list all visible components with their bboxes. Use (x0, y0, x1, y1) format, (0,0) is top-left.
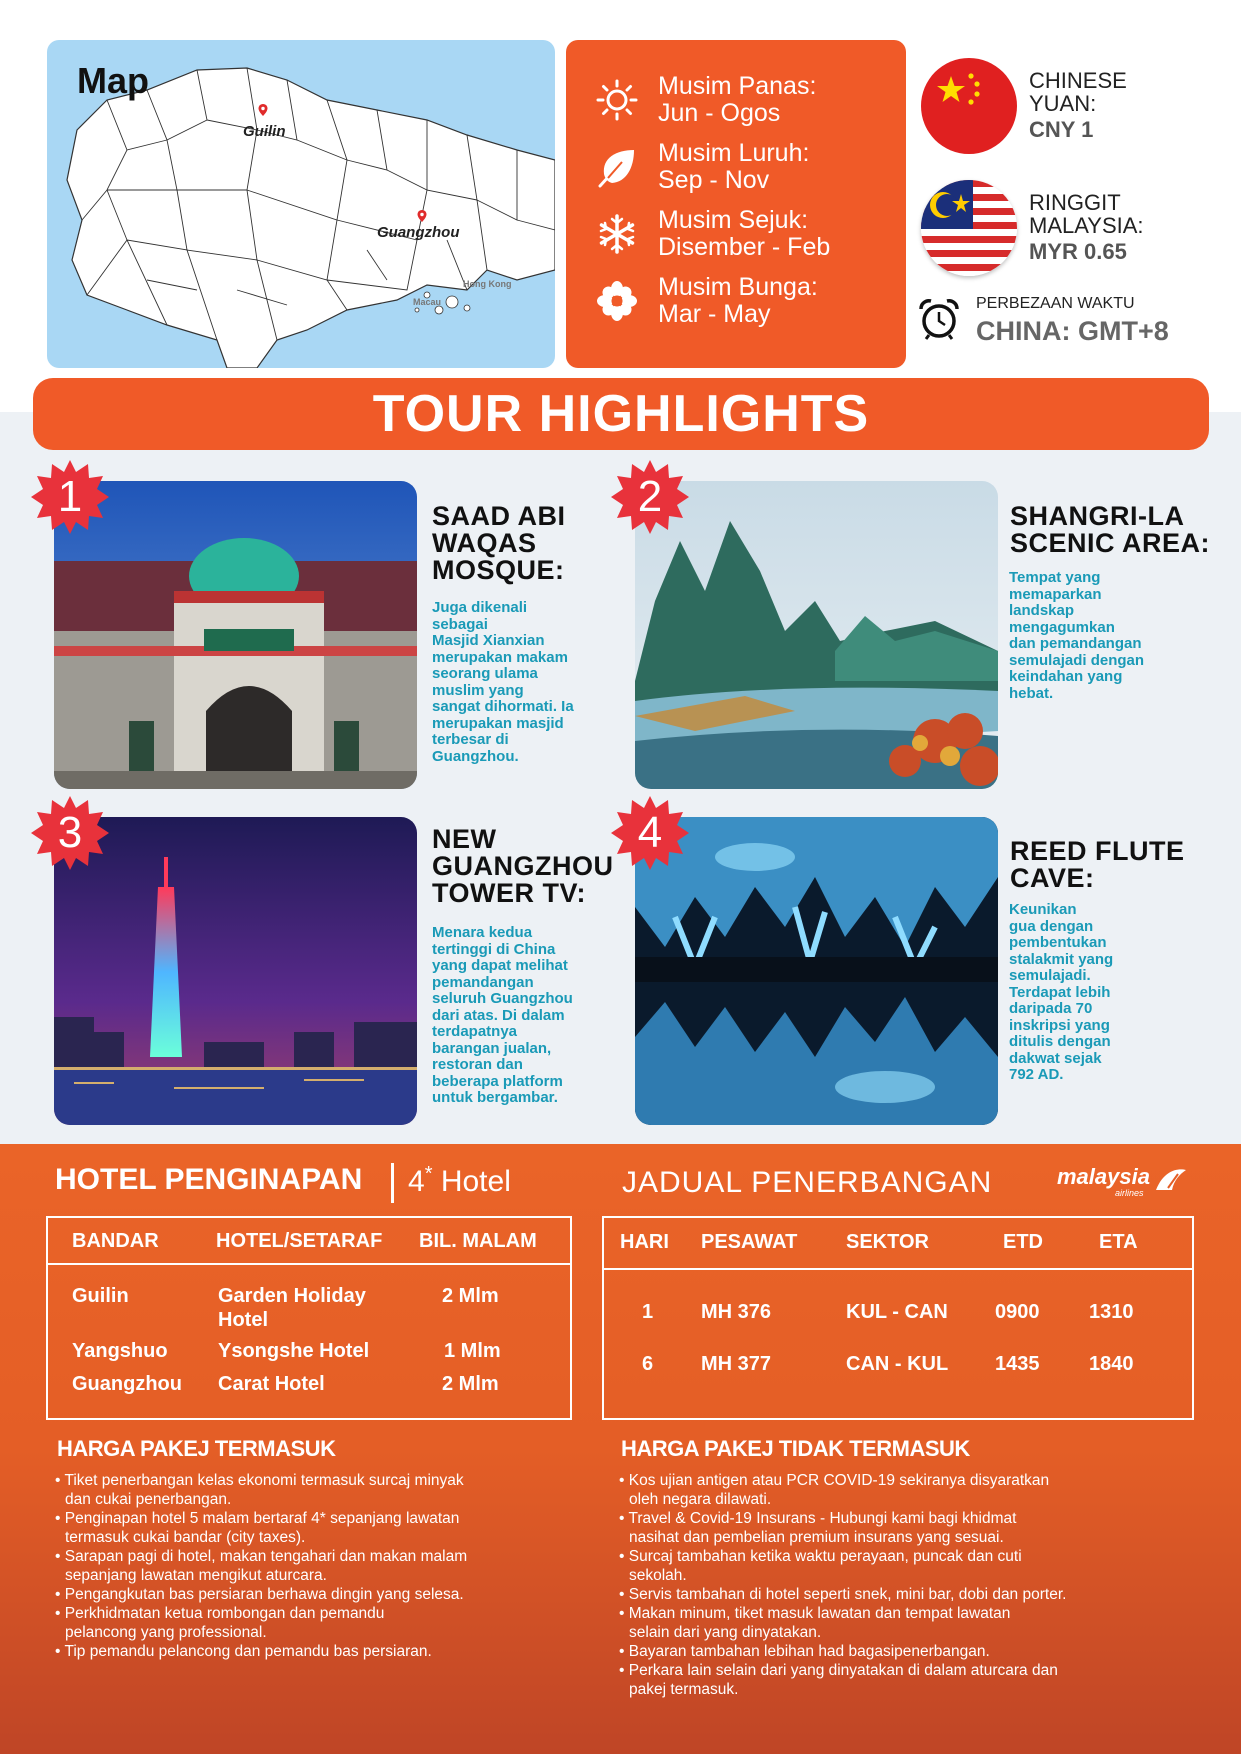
list-item: • Bayaran tambahan lebihan had bagasipenerbangan. (617, 1642, 1197, 1661)
flight-row-2-etd: 1435 (995, 1353, 1040, 1375)
flight-table-divider (604, 1268, 1192, 1270)
flight-row-1-etd: 0900 (995, 1301, 1040, 1323)
included-heading: HARGA PAKEJ TERMASUK (57, 1436, 336, 1461)
season-autumn-label: Musim Luruh: (658, 139, 810, 167)
hotel-table (46, 1216, 572, 1420)
seasons-panel (566, 40, 906, 368)
flight-col-plane: PESAWAT (701, 1231, 798, 1253)
highlight-badge-2: 2 (611, 458, 689, 541)
hotel-row-2-city: Yangshuo (72, 1340, 168, 1362)
hotel-col-hotel: HOTEL/SETARAF (216, 1230, 383, 1252)
season-winter-label: Musim Sejuk: (658, 206, 809, 234)
guilin-pin-icon (257, 104, 269, 116)
season-summer-label: Musim Panas: (658, 72, 817, 100)
season-autumn-range: Sep - Nov (658, 166, 770, 194)
included-list (53, 1471, 573, 1661)
hotel-heading-divider (391, 1163, 394, 1203)
list-item: • Penginapan hotel 5 malam bertaraf 4* sepanjang lawatan termasuk cukai bandar (city taxes). (53, 1509, 573, 1547)
flight-row-2-plane: MH 377 (701, 1353, 772, 1375)
season-summer-range: Jun - Ogos (658, 99, 781, 127)
hotel-row-3-city: Guangzhou (72, 1373, 182, 1395)
myr-label: RINGGIT MALAYSIA: (1029, 190, 1144, 238)
guangzhou-pin-icon (416, 210, 428, 222)
hotel-rating: 4* Hotel (408, 1163, 511, 1198)
season-winter-range: Disember - Feb (658, 233, 831, 261)
malaysia-airlines-logo: malaysia airlines (1057, 1164, 1188, 1194)
season-summer (596, 70, 896, 130)
highlight-desc-2: Tempat yang memaparkan landskap mengagumkan dan pemandangan semulajadi dengan keindahan yang hebat. (1009, 569, 1145, 702)
map-label-macau: Macau (413, 297, 442, 307)
hotel-row-3-nights: 2 Mlm (442, 1373, 499, 1395)
season-autumn (596, 137, 896, 197)
highlight-desc-1: Juga dikenali sebagai Masjid Xianxian merupakan makam seorang ulama muslim yang sangat dihormati. Ia merupakan masjid terbesar di Guangzhou. (432, 599, 574, 765)
china-flag-icon (921, 58, 1017, 154)
highlight-title-2: SHANGRI-LA SCENIC AREA: (1010, 501, 1211, 558)
hotel-col-nights: BIL. MALAM (419, 1230, 537, 1252)
hotel-row-1-nights: 2 Mlm (442, 1285, 499, 1307)
flight-row-1-plane: MH 376 (701, 1301, 772, 1323)
hotel-col-city: BANDAR (72, 1230, 159, 1252)
list-item: • Perkhidmatan ketua rombongan dan pemandu pelancong yang professional. (53, 1604, 573, 1642)
sun-icon (596, 79, 638, 121)
map-label-hongkong: Hong Kong (463, 279, 512, 289)
flight-heading: JADUAL PENERBANGAN (622, 1166, 993, 1199)
highlight-title-1: SAAD ABI WAQAS MOSQUE: (432, 501, 566, 585)
hotel-row-2-hotel: Ysongshe Hotel (218, 1340, 370, 1362)
snowflake-icon (596, 213, 638, 255)
list-item: • Tiket penerbangan kelas ekonomi termasuk surcaj minyak dan cukai penerbangan. (53, 1471, 573, 1509)
season-winter (596, 204, 896, 264)
malaysia-flag-icon (921, 180, 1017, 276)
map-label-guangzhou: Guangzhou (377, 224, 460, 241)
list-item: • Pengangkutan bas persiaran berhawa dingin yang selesa. (53, 1585, 573, 1604)
tour-highlights-banner: TOUR HIGHLIGHTS (33, 378, 1209, 450)
highlight-badge-4: 4 (611, 794, 689, 877)
leaf-icon (596, 146, 638, 188)
flight-row-1-sector: KUL - CAN (846, 1301, 948, 1323)
flower-icon (596, 280, 638, 322)
hotel-heading: HOTEL PENGINAPAN (55, 1163, 363, 1196)
flight-row-2-sector: CAN - KUL (846, 1353, 949, 1375)
hotel-row-2-nights: 1 Mlm (444, 1340, 501, 1362)
airline-kite-icon (1154, 1166, 1188, 1194)
flight-col-etd: ETD (1003, 1231, 1043, 1253)
season-spring-range: Mar - May (658, 300, 771, 328)
list-item: • Kos ujian antigen atau PCR COVID-19 sekiranya disyaratkan oleh negara dilawati. (617, 1471, 1197, 1509)
hotel-row-1-city: Guilin (72, 1285, 129, 1307)
highlight-desc-4: Keunikan gua dengan pembentukan stalakmit yang semulajadi. Terdapat lebih daripada 70 inskripsi yang ditulis dengan dakwat sejak 792 AD. (1009, 901, 1114, 1083)
flight-row-1-eta: 1310 (1089, 1301, 1134, 1323)
highlight-title-3: NEW GUANGZHOU TOWER TV: (432, 824, 614, 908)
list-item: • Tip pemandu pelancong dan pemandu bas persiaran. (53, 1642, 573, 1661)
cny-value: CNY 1 (1029, 117, 1094, 142)
scenic-area-photo (635, 481, 998, 789)
myr-value: MYR 0.65 (1029, 239, 1127, 264)
region-map (47, 40, 555, 368)
excluded-heading: HARGA PAKEJ TIDAK TERMASUK (621, 1436, 970, 1461)
timezone-value: CHINA: GMT+8 (976, 316, 1169, 346)
season-spring (596, 271, 896, 331)
list-item: • Makan minum, tiket masuk lawatan dan tempat lawatan selain dari yang dinyatakan. (617, 1604, 1197, 1642)
highlight-badge-3: 3 (31, 794, 109, 877)
map-label-guilin: Guilin (243, 123, 286, 140)
list-item: • Surcaj tambahan ketika waktu perayaan, puncak dan cuti sekolah. (617, 1547, 1197, 1585)
flight-row-2-day: 6 (642, 1353, 654, 1375)
list-item: • Sarapan pagi di hotel, makan tengahari dan makan malam sepanjang lawatan mengikut aturcara. (53, 1547, 573, 1585)
map-title: Map (77, 60, 149, 101)
cave-photo (635, 817, 998, 1125)
season-spring-label: Musim Bunga: (658, 273, 818, 301)
flight-table (602, 1216, 1194, 1420)
alarm-clock-icon (917, 297, 961, 341)
hotel-row-3-hotel: Carat Hotel (218, 1373, 325, 1395)
highlight-title-4: REED FLUTE CAVE: (1010, 836, 1185, 893)
highlight-badge-1: 1 (31, 458, 109, 541)
list-item: • Travel & Covid-19 Insurans - Hubungi kami bagi khidmat nasihat dan pembelian premium insurans yang sesuai. (617, 1509, 1197, 1547)
flight-col-sector: SEKTOR (846, 1231, 929, 1253)
highlight-desc-3: Menara kedua tertinggi di China yang dapat melihat pemandangan seluruh Guangzhou dari atas. Di dalam terdapatnya barangan jualan, restoran dan beberapa platform untuk bergambar. (432, 924, 573, 1106)
hotel-row-1-hotel: Garden Holiday Hotel (218, 1285, 366, 1331)
cny-label: CHINESE YUAN: (1029, 68, 1127, 116)
list-item: • Servis tambahan di hotel seperti snek, mini bar, dobi dan porter. (617, 1585, 1197, 1604)
timezone-label: PERBEZAAN WAKTU (976, 295, 1135, 312)
excluded-list (617, 1471, 1197, 1699)
flight-col-eta: ETA (1099, 1231, 1138, 1253)
flight-row-1-day: 1 (642, 1301, 654, 1323)
flight-col-day: HARI (620, 1231, 669, 1253)
flight-row-2-eta: 1840 (1089, 1353, 1134, 1375)
list-item: • Perkara lain selain dari yang dinyatakan di dalam aturcara dan pakej termasuk. (617, 1661, 1197, 1699)
hotel-table-divider (48, 1263, 570, 1265)
